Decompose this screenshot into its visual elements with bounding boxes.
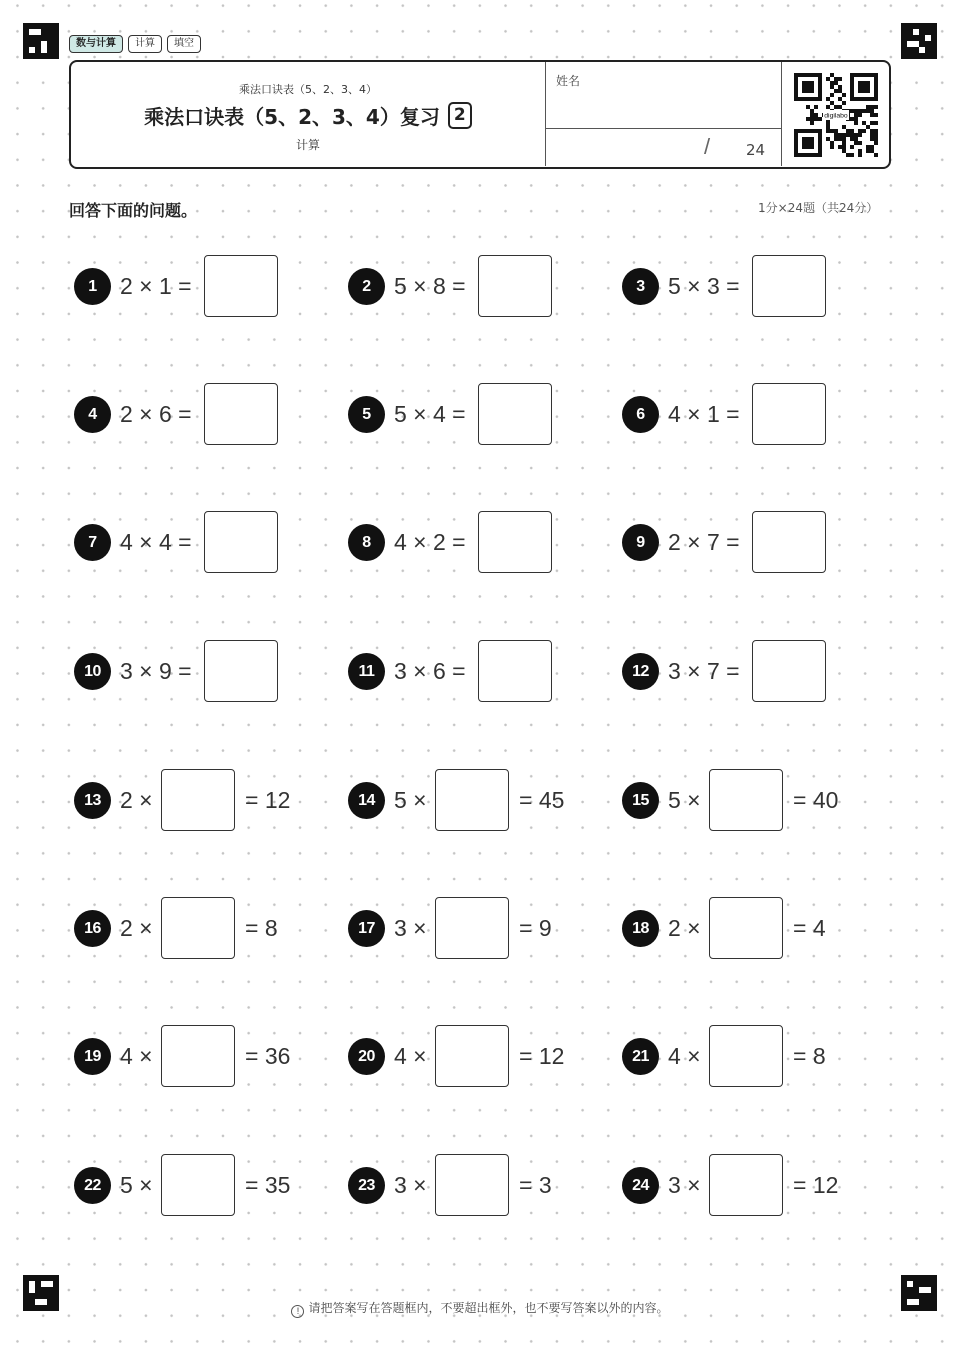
problem-expression: 5 × — [668, 787, 701, 813]
answer-box[interactable] — [752, 383, 826, 445]
problem-expression: 3 × — [394, 915, 427, 941]
problem-10 — [74, 640, 344, 704]
title-text: 乘法口诀表（5、2、3、4）复习 — [144, 105, 440, 129]
problem-result: = 12 — [519, 1043, 565, 1069]
answer-box[interactable] — [478, 255, 552, 317]
problem-4 — [74, 383, 344, 447]
problem-number-badge: 20 — [348, 1038, 385, 1075]
tag-number-calculation: 数与计算 — [69, 35, 123, 53]
answer-box[interactable] — [435, 769, 509, 831]
sheet-number-badge: 2 — [448, 102, 472, 129]
worksheet-header — [69, 60, 891, 169]
problem-24 — [622, 1154, 892, 1218]
problem-number-badge: 7 — [74, 524, 111, 561]
answer-box[interactable] — [161, 769, 235, 831]
problem-number-badge: 21 — [622, 1038, 659, 1075]
problem-2 — [348, 255, 618, 319]
problem-number-badge: 12 — [622, 653, 659, 690]
footer-text: 请把答案写在答题框内，不要超出框外，也不要写答案以外的内容。 — [308, 1301, 669, 1315]
problem-expression: 4 × 2 = — [394, 529, 466, 555]
problem-expression: 5 × 3 = — [668, 273, 740, 299]
problem-expression: 2 × — [120, 915, 153, 941]
instructions: 回答下面的问题。 — [69, 201, 198, 220]
point-allocation: 1分×24题（共24分） — [758, 201, 879, 215]
problem-expression: 5 × — [394, 787, 427, 813]
problem-number-badge: 11 — [348, 653, 385, 690]
problem-expression: 2 × — [120, 787, 153, 813]
problem-expression: 2 × 1 = — [120, 273, 192, 299]
problem-expression: 3 × 6 = — [394, 658, 466, 684]
problem-number-badge: 22 — [74, 1167, 111, 1204]
problem-21 — [622, 1025, 892, 1089]
problem-number-badge: 8 — [348, 524, 385, 561]
problem-number-badge: 13 — [74, 782, 111, 819]
corner-marker-top-left — [23, 23, 59, 59]
problem-number-badge: 23 — [348, 1167, 385, 1204]
problem-expression: 4 × — [120, 1043, 153, 1069]
answer-box[interactable] — [204, 383, 278, 445]
problem-number-badge: 4 — [74, 396, 111, 433]
problem-1 — [74, 255, 344, 319]
answer-box[interactable] — [752, 255, 826, 317]
problem-17 — [348, 897, 618, 961]
problem-result: = 3 — [519, 1172, 552, 1198]
problem-23 — [348, 1154, 618, 1218]
problem-expression: 3 × 7 = — [668, 658, 740, 684]
problem-22 — [74, 1154, 344, 1218]
problem-expression: 5 × 4 = — [394, 401, 466, 427]
answer-box[interactable] — [709, 769, 783, 831]
problem-16 — [74, 897, 344, 961]
answer-box[interactable] — [752, 640, 826, 702]
problem-expression: 3 × — [394, 1172, 427, 1198]
problem-number-badge: 19 — [74, 1038, 111, 1075]
answer-box[interactable] — [435, 897, 509, 959]
problem-number-badge: 16 — [74, 910, 111, 947]
worksheet-title — [71, 101, 545, 130]
problem-number-badge: 6 — [622, 396, 659, 433]
answer-box[interactable] — [709, 1154, 783, 1216]
qr-code-icon — [794, 73, 878, 157]
name-field[interactable] — [546, 62, 781, 129]
problem-result: = 4 — [793, 915, 826, 941]
problem-result: = 40 — [793, 787, 839, 813]
problem-15 — [622, 769, 892, 833]
category-tags — [69, 35, 201, 53]
problem-12 — [622, 640, 892, 704]
qr-logo-text: digilabo — [824, 112, 848, 120]
problem-expression: 3 × — [668, 1172, 701, 1198]
problem-number-badge: 2 — [348, 268, 385, 305]
problem-18 — [622, 897, 892, 961]
problem-number-badge: 9 — [622, 524, 659, 561]
problem-3 — [622, 255, 892, 319]
answer-box[interactable] — [752, 511, 826, 573]
problem-result: = 8 — [793, 1043, 826, 1069]
problem-result: = 12 — [245, 787, 291, 813]
problem-result: = 8 — [245, 915, 278, 941]
tag-fill-in: 填空 — [167, 35, 201, 53]
answer-box[interactable] — [204, 511, 278, 573]
name-score-area — [545, 62, 781, 166]
problem-19 — [74, 1025, 344, 1089]
problem-number-badge: 5 — [348, 396, 385, 433]
problem-20 — [348, 1025, 618, 1089]
score-field[interactable] — [546, 129, 781, 166]
problem-6 — [622, 383, 892, 447]
answer-box[interactable] — [709, 1025, 783, 1087]
problem-11 — [348, 640, 618, 704]
name-label: 姓名 — [556, 74, 581, 88]
worksheet-subtitle: 乘法口诀表（5、2、3、4） — [239, 83, 377, 96]
answer-box[interactable] — [204, 640, 278, 702]
problem-number-badge: 14 — [348, 782, 385, 819]
problem-result: = 45 — [519, 787, 565, 813]
problem-expression: 4 × 4 = — [120, 529, 192, 555]
problem-number-badge: 3 — [622, 268, 659, 305]
problem-number-badge: 24 — [622, 1167, 659, 1204]
problem-expression: 4 × — [668, 1043, 701, 1069]
problem-expression: 4 × 1 = — [668, 401, 740, 427]
problem-expression: 5 × 8 = — [394, 273, 466, 299]
problem-7 — [74, 511, 344, 575]
answer-box[interactable] — [161, 1154, 235, 1216]
score-total: 24 — [746, 141, 766, 159]
problem-number-badge: 18 — [622, 910, 659, 947]
problem-expression: 2 × 7 = — [668, 529, 740, 555]
answer-box[interactable] — [478, 640, 552, 702]
problem-expression: 4 × — [394, 1043, 427, 1069]
answer-box[interactable] — [478, 383, 552, 445]
corner-marker-top-right — [901, 23, 937, 59]
problem-9 — [622, 511, 892, 575]
answer-box[interactable] — [435, 1154, 509, 1216]
problem-result: = 36 — [245, 1043, 291, 1069]
score-slash: / — [704, 134, 711, 159]
answer-box[interactable] — [161, 1025, 235, 1087]
problem-8 — [348, 511, 618, 575]
problem-expression: 2 × 6 = — [120, 401, 192, 427]
problem-result: = 9 — [519, 915, 552, 941]
problem-5 — [348, 383, 618, 447]
problem-number-badge: 1 — [74, 268, 111, 305]
problem-result: = 35 — [245, 1172, 291, 1198]
info-icon: ! — [291, 1305, 304, 1318]
problem-expression: 2 × — [668, 915, 701, 941]
answer-box[interactable] — [204, 255, 278, 317]
problem-result: = 12 — [793, 1172, 839, 1198]
tag-calculation: 计算 — [128, 35, 162, 53]
problem-number-badge: 10 — [74, 653, 111, 690]
problem-14 — [348, 769, 618, 833]
problem-number-badge: 15 — [622, 782, 659, 819]
problem-expression: 3 × 9 = — [120, 658, 192, 684]
problem-13 — [74, 769, 344, 833]
qr-code-area — [781, 62, 891, 166]
answer-box[interactable] — [435, 1025, 509, 1087]
worksheet-category: 计算 — [295, 138, 320, 152]
footer-note — [0, 1299, 960, 1318]
problem-expression: 5 × — [120, 1172, 153, 1198]
answer-box[interactable] — [709, 897, 783, 959]
answer-box[interactable] — [478, 511, 552, 573]
answer-box[interactable] — [161, 897, 235, 959]
problem-number-badge: 17 — [348, 910, 385, 947]
title-area — [71, 62, 545, 166]
